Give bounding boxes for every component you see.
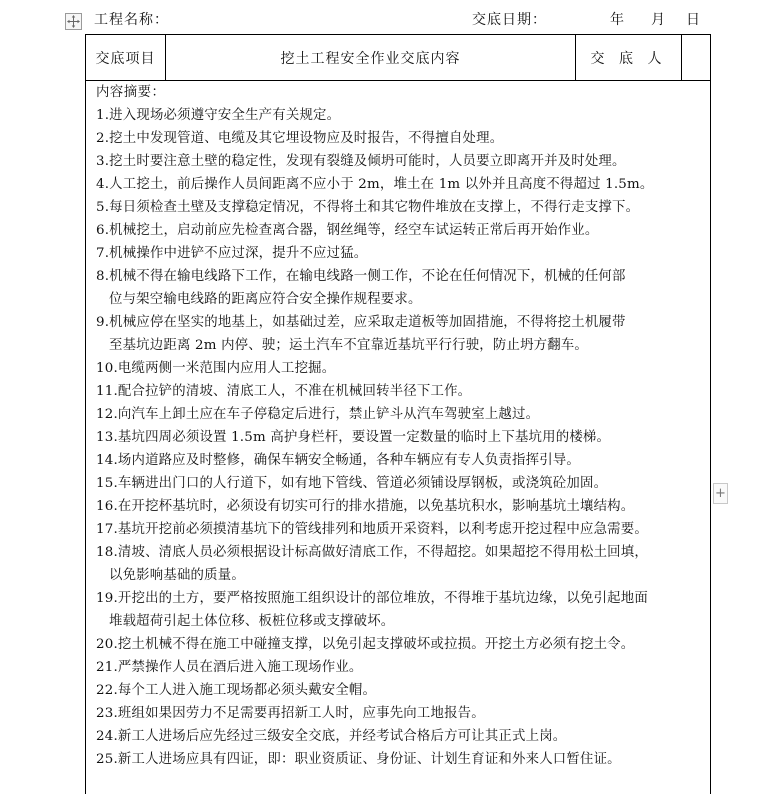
list-item: [96, 587, 706, 633]
list-item-text: 20.挖土机械不得在施工中碰撞支撑，以免引起支撑破坏或拉损。开挖土方必须有挖土令。: [96, 637, 635, 652]
list-item: [96, 219, 706, 242]
list-item-text: 22.每个工人进入施工现场都必须头戴安全帽。: [96, 683, 377, 698]
list-item-text: 8.机械不得在输电线路下工作，在输电线路一侧工作，不论在任何情况下，机械的任何部: [96, 269, 626, 284]
list-item-text: 4.人工挖土，前后操作人员间距离不应小于 2m，堆土在 1m 以外并且高度不得超过 1.5m。: [96, 177, 654, 192]
list-item: [96, 403, 706, 426]
date-year-unit: 年: [610, 12, 625, 28]
content-cell: [96, 82, 706, 771]
list-item-continuation: 位与架空输电线路的距离应符合安全操作规程要求。: [109, 292, 422, 307]
list-item: [96, 426, 706, 449]
list-item-text: 21.严禁操作人员在酒后进入施工现场作业。: [96, 660, 363, 675]
briefing-person-value[interactable]: [682, 35, 710, 80]
briefing-person-label: 交 底 人: [576, 35, 682, 80]
briefing-item-label: 交底项目: [86, 35, 166, 80]
date-month-unit: 月: [651, 12, 666, 28]
list-item-text: 7.机械操作中进铲不应过深，提升不应过猛。: [96, 246, 368, 261]
list-item: [96, 150, 706, 173]
briefing-title: 挖土工程安全作业交底内容: [166, 35, 576, 80]
list-item: [96, 380, 706, 403]
list-item: [96, 495, 706, 518]
list-item: [96, 173, 706, 196]
list-item-text: 12.向汽车上卸土应在车子停稳定后进行，禁止铲斗从汽车驾驶室上越过。: [96, 407, 540, 422]
project-name-label: 工程名称：: [94, 12, 169, 28]
list-item: [96, 679, 706, 702]
list-item-text: 23.班组如果因劳力不足需要再招新工人时，应事先向工地报告。: [96, 706, 485, 721]
list-item: [96, 725, 706, 748]
list-item-text: 15.车辆进出门口的人行道下，如有地下管线、管道必须铺设厚钢板，或浇筑砼加固。: [96, 476, 608, 491]
list-item: [96, 541, 706, 587]
list-item-text: 13.基坑四周必须设置 1.5m 高护身栏杆，要设置一定数量的临时上下基坑用的楼梯。: [96, 430, 611, 445]
list-item: [96, 702, 706, 725]
list-item-continuation: 以免影响基础的质量。: [109, 568, 245, 583]
list-item: [96, 748, 706, 771]
list-item-text: 5.每日须检查土壁及支撑稳定情况，不得将土和其它物件堆放在支撑上，不得行走支撑下。: [96, 200, 640, 215]
date-day-unit: 日: [686, 12, 701, 28]
list-item: [96, 449, 706, 472]
list-item-text: 10.电缆两侧一米范围内应用人工挖掘。: [96, 361, 336, 376]
list-item: [96, 311, 706, 357]
list-item: [96, 633, 706, 656]
safety-rules-list: [96, 104, 706, 771]
list-item-text: 2.挖土中发现管道、电缆及其它埋设物应及时报告，不得擅自处理。: [96, 131, 504, 146]
list-item-text: 24.新工人进场后应先经过三级安全交底，并经考试合格后方可让其正式上岗。: [96, 729, 567, 744]
list-item-text: 6.机械挖土，启动前应先检查离合器，钢丝绳等，经空车试运转正常后再开始作业。: [96, 223, 599, 238]
list-item: [96, 472, 706, 495]
list-item: [96, 357, 706, 380]
list-item: [96, 518, 706, 541]
list-item-text: 19.开挖出的土方，要严格按照施工组织设计的部位堆放，不得堆于基坑边缘，以免引起地面: [96, 591, 648, 606]
content-summary-title: 内容摘要：: [96, 85, 166, 100]
list-item-text: 3.挖土时要注意土壁的稳定性，发现有裂缝及倾坍可能时，人员要立即离开并及时处理。: [96, 154, 626, 169]
list-item: [96, 656, 706, 679]
table-move-handle-icon[interactable]: [65, 13, 82, 30]
list-item: [96, 242, 706, 265]
table-header-row: [86, 35, 710, 81]
briefing-table: [85, 34, 711, 794]
list-item: [96, 127, 706, 150]
list-item-text: 14.场内道路应及时整修，确保车辆安全畅通，各种车辆应有专人负责指挥引导。: [96, 453, 580, 468]
list-item-text: 1.进入现场必须遵守安全生产有关规定。: [96, 108, 341, 123]
list-item-text: 11.配合拉铲的清坡、清底工人，不准在机械回转半径下工作。: [96, 384, 472, 399]
add-column-plus-icon[interactable]: +: [713, 483, 728, 504]
list-item: [96, 104, 706, 127]
briefing-date-label: 交底日期：: [472, 12, 547, 28]
list-item-text: 18.清坡、清底人员必须根据设计标高做好清底工作，不得超挖。如果超挖不得用松土回填，: [96, 545, 648, 560]
list-item-text: 25.新工人进场应具有四证，即：职业资质证、身份证、计划生育证和外来人口暂住证。: [96, 752, 621, 767]
list-item: [96, 196, 706, 219]
list-item: [96, 265, 706, 311]
list-item-continuation: 堆载超荷引起土体位移、板桩位移或支撑破坏。: [109, 614, 395, 629]
list-item-text: 16.在开挖杯基坑时，必须设有切实可行的排水措施，以免基坑积水，影响基坑土壤结构。: [96, 499, 635, 514]
list-item-continuation: 至基坑边距离 2m 内停、驶；运土汽车不宜靠近基坑平行行驶，防止坍方翻车。: [109, 338, 589, 353]
list-item-text: 9.机械应停在坚实的地基上，如基础过差，应采取走道板等加固措施，不得将挖土机履带: [96, 315, 626, 330]
list-item-text: 17.基坑开挖前必须摸清基坑下的管线排列和地质开采资料，以利考虑开挖过程中应急需要。: [96, 522, 648, 537]
